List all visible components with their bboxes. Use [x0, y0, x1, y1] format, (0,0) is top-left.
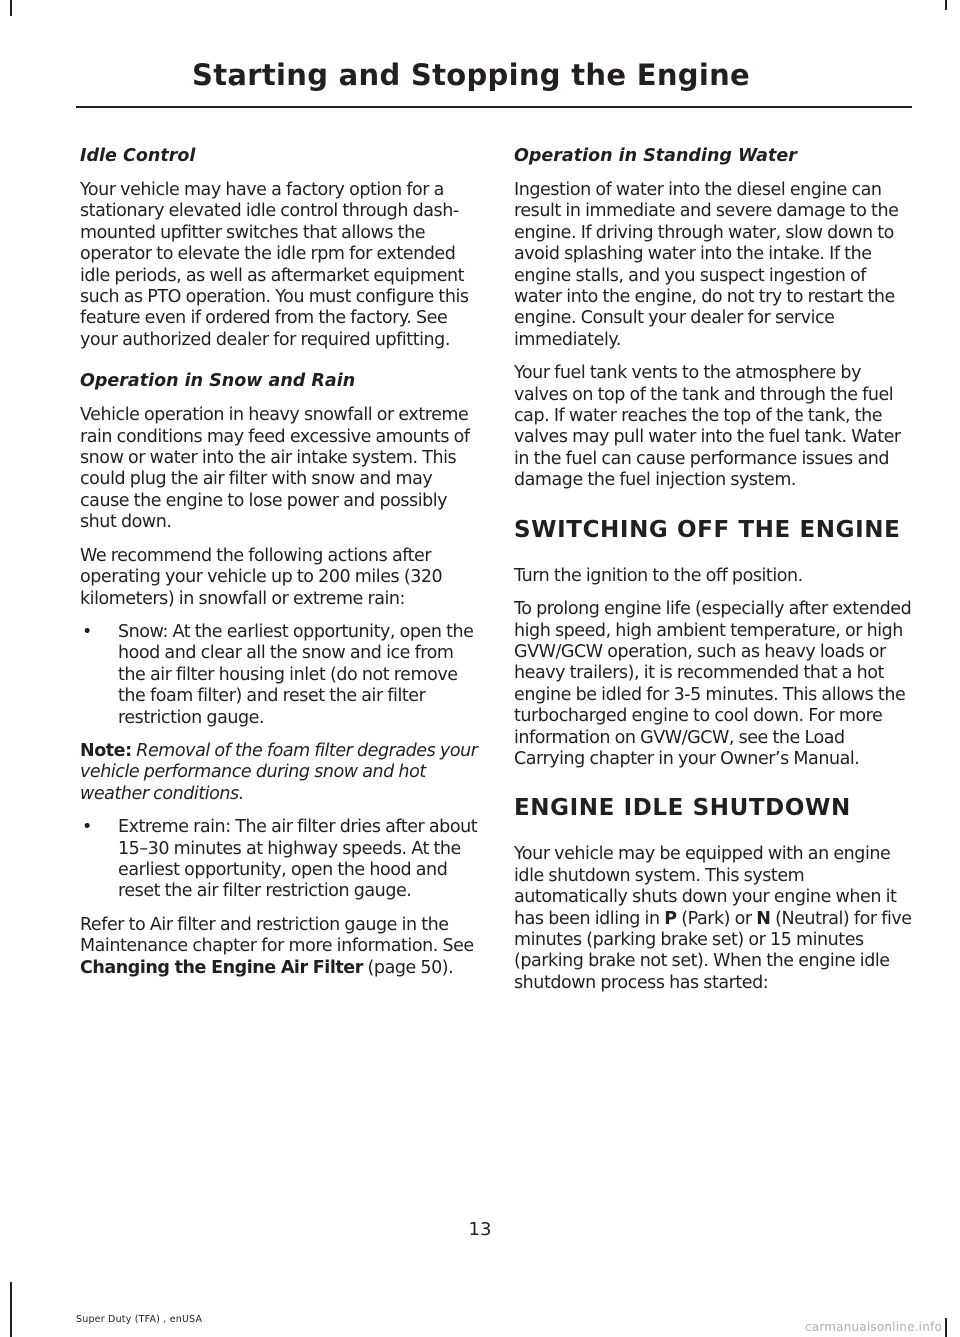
refer-text: Refer to Air filter and restriction gauge in the Maintenance chapter for more information. See — [80, 914, 474, 957]
right-column — [514, 144, 914, 1006]
standing-water-heading: Operation in Standing Water — [514, 146, 797, 166]
crop-mark-top-right — [945, 0, 947, 10]
watermark: carmanualsonline.info — [805, 1320, 942, 1334]
switching-off-heading: SWITCHING OFF THE ENGINE — [514, 516, 901, 543]
crop-mark-top-left — [10, 0, 12, 16]
crop-mark-bottom-left — [10, 1282, 12, 1337]
title-divider — [76, 106, 912, 108]
standing-water-paragraph-2: Your fuel tank vents to the atmosphere by valves on top of the tank and through the fuel cap. If water reaches the top of the tank, the valves may pull water into the fuel tank. Water in the fuel can cause performance issues and damage the fuel injection system. — [514, 363, 901, 491]
park-gear-label: P — [664, 908, 677, 929]
left-column — [80, 144, 480, 991]
idle-shutdown-text-b: (Park) or — [681, 908, 752, 929]
neutral-gear-label: N — [756, 908, 771, 929]
bullet-text-snow: Snow: At the earliest opportunity, open the hood and clear all the snow and ice from the air filter housing inlet (do not remove the foam filter) and reset the air filter restriction gauge. — [118, 621, 474, 728]
idle-shutdown-heading: ENGINE IDLE SHUTDOWN — [514, 795, 851, 822]
note-text: Removal of the foam filter degrades your vehicle performance during snow and hot weather conditions. — [80, 740, 478, 804]
refer-page: (page 50). — [367, 957, 454, 978]
switching-off-paragraph-1: Turn the ignition to the off position. — [514, 565, 803, 586]
document-info: Super Duty (TFA) , enUSA — [76, 1314, 203, 1325]
bullet-marker: • — [82, 621, 92, 642]
snow-rain-heading: Operation in Snow and Rain — [80, 371, 356, 392]
cross-reference-link[interactable]: Changing the Engine Air Filter — [80, 957, 363, 978]
list-item-rain — [80, 817, 480, 903]
standing-water-paragraph-1: Ingestion of water into the diesel engine can result in immediate and severe damage to the engine. If driving through water, slow down to avoid splashing water into the intake. If the engine stalls, and you suspect ingestion of water into the engine, do not try to restart the engine. Consult your dealer for service immediately. — [514, 180, 899, 350]
idle-shutdown-text-c: (Neutral) for five minutes (parking brake set) or 15 minutes (parking brake not set). When the engine idle shutdown process has started: — [514, 908, 912, 993]
switching-off-paragraph-2: To prolong engine life (especially after extended high speed, high ambient temperature, or high GVW/GCW operation, such as heavy loads or heavy trailers), it is recommended that a hot engine be idled for 3-5 minutes. This allows the turbocharged engine to cool down. For more information on GVW/GCW, see the Load Carrying chapter in your Owner’s Manual. — [514, 599, 912, 769]
idle-control-paragraph: Your vehicle may have a factory option for a stationary elevated idle control through dash-mounted upfitter switches that allows the operator to elevate the idle rpm for extended idle periods, as well as aftermarket equipment such as PTO operation. You must configure this feature even if ordered from the factory. See your authorized dealer for required upfitting. — [80, 180, 469, 350]
snow-rain-paragraph-2: We recommend the following actions after operating your vehicle up to 200 miles (320 kilometers) in snowfall or extreme rain: — [80, 545, 443, 609]
idle-shutdown-paragraph — [514, 844, 914, 994]
page-title: Starting and Stopping the Engine — [192, 58, 750, 92]
note — [80, 741, 480, 805]
snow-rain-paragraph-1: Vehicle operation in heavy snowfall or extreme rain conditions may feed excessive amounts of snow or water into the air intake system. This could plug the air filter with snow and may cause the engine to lose power and possibly shut down. — [80, 405, 470, 533]
bullet-marker: • — [82, 817, 92, 838]
note-label: Note: — [80, 740, 132, 761]
page-number: 13 — [468, 1219, 492, 1240]
list-item-snow — [80, 622, 480, 729]
idle-shutdown-text-a: Your vehicle may be equipped with an engine idle shutdown system. This system automatically shuts down your engine when it has been idling in — [514, 844, 897, 929]
refer-paragraph — [80, 915, 480, 979]
crop-mark-bottom-right — [945, 1318, 947, 1337]
idle-control-heading: Idle Control — [80, 146, 196, 166]
bullet-text-rain: Extreme rain: The air filter dries after about 15–30 minutes at highway speeds. At the earliest opportunity, open the hood and reset the air filter restriction gauge. — [118, 817, 478, 902]
